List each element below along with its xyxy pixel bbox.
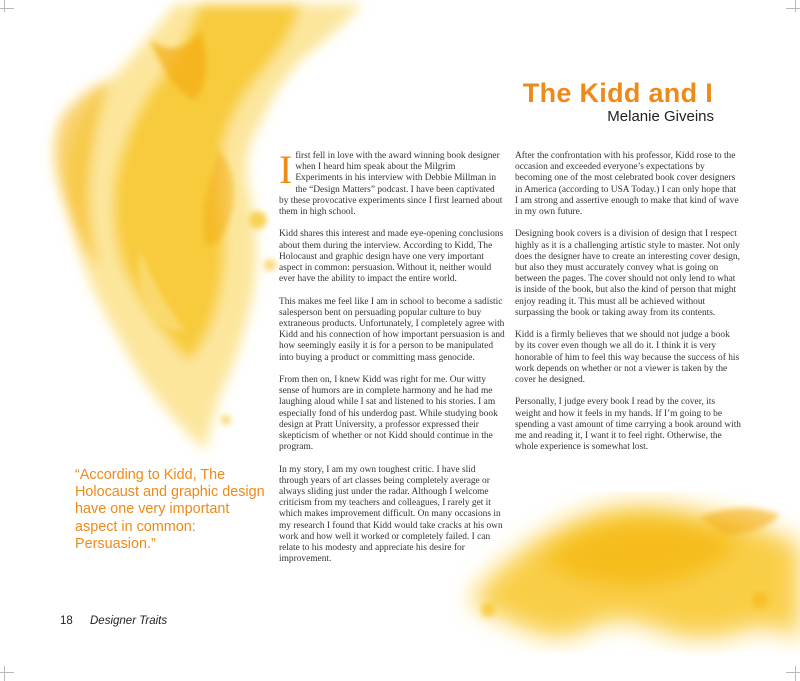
- article-title: The Kidd and I: [522, 78, 713, 108]
- section-title: Designer Traits: [90, 615, 168, 627]
- body-paragraph: This makes me feel like I am in school to become a sadistic salesperson bent on persuading popular culture to buy extraneous products. Unfortunately, I completely agree with Kidd and his connection of how important persuasion is and how seemingly easily it is for a person to be manipulated into buying a product or committing mass genocide.: [279, 296, 505, 363]
- text-column-left: [279, 147, 505, 577]
- page-footer: [60, 615, 167, 627]
- body-paragraph: In my story, I am my own toughest critic. I have slid through years of art classes being completely average or always sliding just under the radar. Although I welcome criticism from my teachers and colleagues, I rarely get it which makes improvement difficult. On many occasions in my research I found that Kidd would take cracks at his own work and how well it worked or completely failed. I can relate to his modesty and appreciate his desire for improvement.: [279, 464, 503, 565]
- page-number: 18: [60, 615, 73, 627]
- first-paragraph: [279, 147, 505, 218]
- body-paragraph: Personally, I judge every book I read by the cover, its weight and how it feels in my hands. If I’m going to be spending a vast amount of time carrying a book around with me and reading it, I want it to feel right. Otherwise, the whole experience is somewhat lost.: [515, 397, 741, 453]
- body-paragraph: From then on, I knew Kidd was right for me. Our witty sense of humors are in complete harmony and he had me laughing aloud while I sat and listened to his stories. I am especially fond of his underdog past. While studying book design at Pratt University, a professor expressed their skepticism of whether or not Kidd should continue in the program.: [279, 375, 498, 453]
- text-column-right: [515, 151, 741, 465]
- body-paragraph: Designing book covers is a division of design that I respect highly as it is a challenging artistic style to master. Not only does the designer have to create an interesting cover design, but also they must accurately convey what is going on between the pages. The cover should not only lend to what is inside of the book, but also the kind of person that might enjoy reading it. This must all be achieved without surpassing the book or taking away from its contents.: [515, 229, 740, 318]
- pull-quote: “According to Kidd, The Holocaust and graphic design have one very important aspect in common: Persuasion.”: [75, 467, 265, 552]
- article-author: Melanie Giveins: [607, 108, 714, 125]
- body-paragraph: After the confrontation with his professor, Kidd rose to the occasion and exceeded everyone’s expectations by becoming one of the most celebrated book cover designers in America (according to USA Today.) I can only hope that I am strong and assertive enough to make that kind of wave in my own future.: [515, 151, 739, 218]
- body-paragraph: Kidd is a firmly believes that we should not judge a book by its cover even though we all do it. I think it is very honorable of him to feel this way because the success of his work depends on whether or not a viewer is taken by the cover he designed.: [515, 330, 740, 386]
- drop-cap: I: [279, 147, 293, 192]
- first-paragraph-text: first fell in love with the award winning book designer when I heard him speak about the Milgrim Experiments in his interview with Debbie Millman in the “Design Matters” podcast. I have been captivated by these provocative experiments since I first learned about them in high school.: [279, 151, 503, 218]
- body-paragraph: Kidd shares this interest and made eye-opening conclusions about them during the interview. According to Kidd, The Holocaust and graphic design have one very important aspect in common: persuasion. Without it, neither would ever have the ability to impact the entire world.: [279, 229, 504, 285]
